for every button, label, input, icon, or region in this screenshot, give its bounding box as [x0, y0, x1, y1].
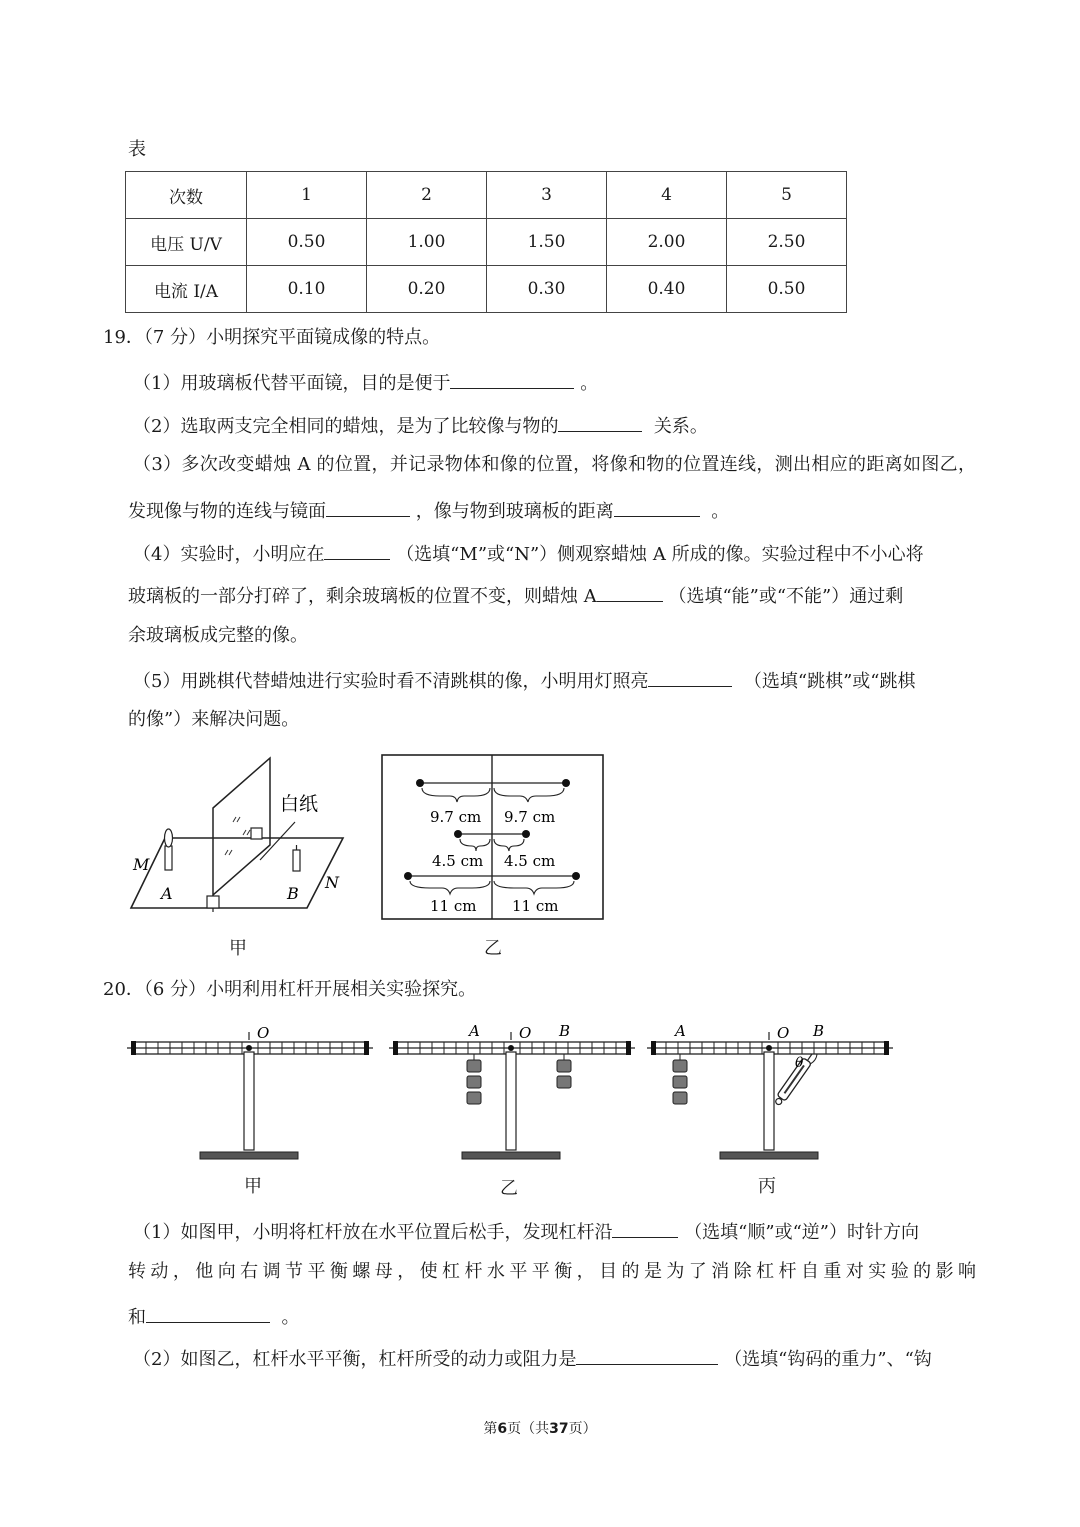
table-cell: 2.50: [727, 219, 847, 266]
q20-part2-text-a: （2）如图乙，杠杆水平平衡，杠杆所受的动力或阻力是: [133, 1349, 577, 1370]
distance-label-3: 11 cm: [430, 897, 477, 915]
distance-label-1: 9.7 cm: [504, 808, 556, 826]
q19-part4-text-c: 玻璃板的一部分打碎了，剩余玻璃板的位置不变，则蜡烛 A: [128, 586, 597, 607]
object-point: [416, 779, 424, 787]
label-white-paper: 白纸: [280, 793, 319, 815]
candle-a: [165, 846, 172, 870]
q19-part5-line2: 的像”）来解决问题。: [128, 709, 300, 730]
q20-part2-text-b: （选填“钩码的重力”、“钩: [724, 1349, 932, 1370]
table-cell: 1.00: [367, 219, 487, 266]
q20-part1-text-c: 和: [128, 1307, 146, 1328]
label-a: A: [469, 1022, 480, 1040]
figure-mirror-setup: [125, 750, 355, 960]
q19-part1: [133, 370, 598, 394]
answer-blank[interactable]: [612, 1219, 678, 1238]
answer-blank[interactable]: [324, 541, 390, 560]
q20-part1-line1: [133, 1219, 919, 1243]
table-cell: 3: [487, 172, 607, 219]
weight: [467, 1092, 481, 1104]
q19-part3-text-a: 发现像与物的连线与镜面: [128, 501, 326, 522]
answer-blank[interactable]: [648, 668, 732, 687]
caption-bing-20: 丙: [758, 1176, 776, 1197]
table-cell: 0.30: [487, 266, 607, 313]
q20-part2-line1: [133, 1346, 932, 1370]
q19-part4-line3: 余玻璃板成完整的像。: [128, 625, 308, 646]
q20-part1-line3: [128, 1304, 299, 1328]
answer-blank[interactable]: [614, 498, 700, 517]
q19-part4-text-a: （4）实验时，小明应在: [133, 544, 325, 565]
q19-part5-line1: [133, 668, 916, 692]
table-cell: 电压 U/V: [126, 219, 247, 266]
q19-part1-end: 。: [580, 373, 599, 394]
weight: [557, 1076, 571, 1088]
answer-blank[interactable]: [558, 413, 642, 432]
figure-distance-diagram: [380, 754, 606, 922]
clip-bottom: [207, 896, 219, 908]
object-point: [454, 830, 462, 838]
table-cell: 次数: [126, 172, 247, 219]
q20-part1-text-d: 。: [281, 1307, 300, 1328]
brace: [494, 839, 524, 851]
table-cell: 0.50: [727, 266, 847, 313]
table-cell: 1.50: [487, 219, 607, 266]
distance-label-1: 9.7 cm: [430, 808, 482, 826]
distance-label-2: 4.5 cm: [432, 852, 484, 870]
weight: [467, 1076, 481, 1088]
q19-part3-text-b: ，像与物到玻璃板的距离: [415, 501, 614, 522]
table-cell: 2.00: [607, 219, 727, 266]
caption-yi-20: 乙: [500, 1178, 518, 1199]
answer-blank[interactable]: [326, 498, 410, 517]
footer-pre: 第: [483, 1421, 498, 1437]
data-table: [125, 171, 847, 313]
q19-part2-text: （2）选取两支完全相同的蜡烛，是为了比较像与物的: [133, 416, 559, 437]
table-cell: 5: [727, 172, 847, 219]
footer-mid: 页（共: [507, 1421, 550, 1437]
table-row: [126, 219, 847, 266]
label-o: O: [519, 1024, 532, 1042]
q19-part4-text-b: （选填“M”或“N”）侧观察蜡烛 A 所成的像。实验过程中不小心将: [396, 544, 924, 565]
q19-part5-text-b: （选填“跳棋”或“跳棋: [743, 671, 916, 692]
label-o: O: [777, 1024, 790, 1042]
footer-post: 页）: [568, 1421, 597, 1437]
brace: [410, 881, 490, 894]
table-row: [126, 172, 847, 219]
answer-blank[interactable]: [146, 1304, 270, 1323]
glass-plate: [213, 758, 270, 895]
table-cell: 电流 I/A: [126, 266, 247, 313]
image-point: [572, 872, 580, 880]
answer-blank[interactable]: [450, 370, 574, 389]
label-b: B: [813, 1022, 825, 1040]
candle-a-flame: [165, 829, 173, 847]
weight: [673, 1060, 687, 1072]
q19-part3-line1: （3）多次改变蜡烛 A 的位置，并记录物体和像的位置，将像和物的位置连线，测出相应的距离如图乙，: [133, 454, 976, 475]
q19-part2: [133, 413, 708, 437]
table-row: [126, 266, 847, 313]
label-b: B: [287, 884, 299, 903]
label-b: B: [559, 1022, 571, 1040]
question-20-title: 20．（6 分）小明利用杠杆开展相关实验探究。: [103, 979, 477, 1000]
table-cell: 4: [607, 172, 727, 219]
lever-jia: [127, 1024, 373, 1159]
answer-blank[interactable]: [576, 1346, 718, 1365]
caption-yi-19: 乙: [484, 938, 502, 959]
weight: [673, 1076, 687, 1088]
answer-blank[interactable]: [597, 583, 663, 602]
table-cell: 2: [367, 172, 487, 219]
stand-pole: [244, 1052, 254, 1150]
glass-hatch: [225, 817, 250, 855]
caption-jia-19: 甲: [229, 938, 247, 959]
weight: [673, 1092, 687, 1104]
label-n: N: [325, 873, 339, 892]
table-cell: 0.20: [367, 266, 487, 313]
lever-bing: [647, 1022, 893, 1159]
stand-base: [200, 1152, 298, 1159]
image-point: [522, 830, 530, 838]
table-cell: 0.50: [247, 219, 367, 266]
q20-part1-line2: 转动，他向右调节平衡螺母，使杠杆水平平衡，目的是为了消除杠杆自重对实验的影响: [128, 1261, 976, 1282]
caption-jia-20: 甲: [244, 1176, 262, 1197]
clip-top: [251, 828, 262, 839]
table-cell: 0.40: [607, 266, 727, 313]
brace: [422, 788, 490, 802]
figure-levers: [125, 1020, 895, 1200]
leader-line: [260, 822, 295, 860]
candle-b: [293, 850, 300, 871]
weight: [557, 1060, 571, 1072]
lever-yi: [389, 1022, 635, 1159]
footer-page-number: 6: [497, 1421, 508, 1437]
table-cell: 1: [247, 172, 367, 219]
weight: [467, 1060, 481, 1072]
label-a: A: [161, 884, 173, 903]
brace: [460, 839, 490, 851]
brace: [494, 788, 564, 802]
distance-label-3: 11 cm: [512, 897, 559, 915]
q19-part3-line2: [128, 498, 729, 522]
image-point: [562, 779, 570, 787]
label-a: A: [675, 1022, 686, 1040]
question-19-title: 19．（7 分）小明探究平面镜成像的特点。: [103, 327, 441, 348]
distance-label-2: 4.5 cm: [504, 852, 556, 870]
q20-part1-text-b: （选填“顺”或“逆”）时针方向: [684, 1222, 919, 1243]
footer-total-pages: 37: [549, 1421, 569, 1437]
q19-part4-line2: [128, 583, 903, 607]
q19-part4-line1: [133, 541, 924, 565]
label-theta: θ: [795, 1055, 804, 1071]
brace: [494, 881, 574, 894]
label-m: M: [133, 855, 150, 874]
q20-part1-text-a: （1）如图甲，小明将杠杆放在水平位置后松手，发现杠杆沿: [133, 1222, 613, 1243]
object-point: [404, 872, 412, 880]
table-cell: 0.10: [247, 266, 367, 313]
q19-part2-end: 关系。: [653, 416, 708, 437]
pivot: [246, 1045, 252, 1051]
q19-part4-text-d: （选填“能”或“不能”）通过剩: [668, 586, 904, 607]
q19-part1-text: （1）用玻璃板代替平面镜，目的是便于: [133, 373, 451, 394]
page-footer: [0, 1418, 1080, 1438]
table-caption: 表: [128, 139, 146, 160]
label-o: O: [257, 1024, 270, 1042]
q19-part3-text-c: 。: [711, 501, 730, 522]
q19-part5-text-a: （5）用跳棋代替蜡烛进行实验时看不清跳棋的像，小明用灯照亮: [133, 671, 649, 692]
